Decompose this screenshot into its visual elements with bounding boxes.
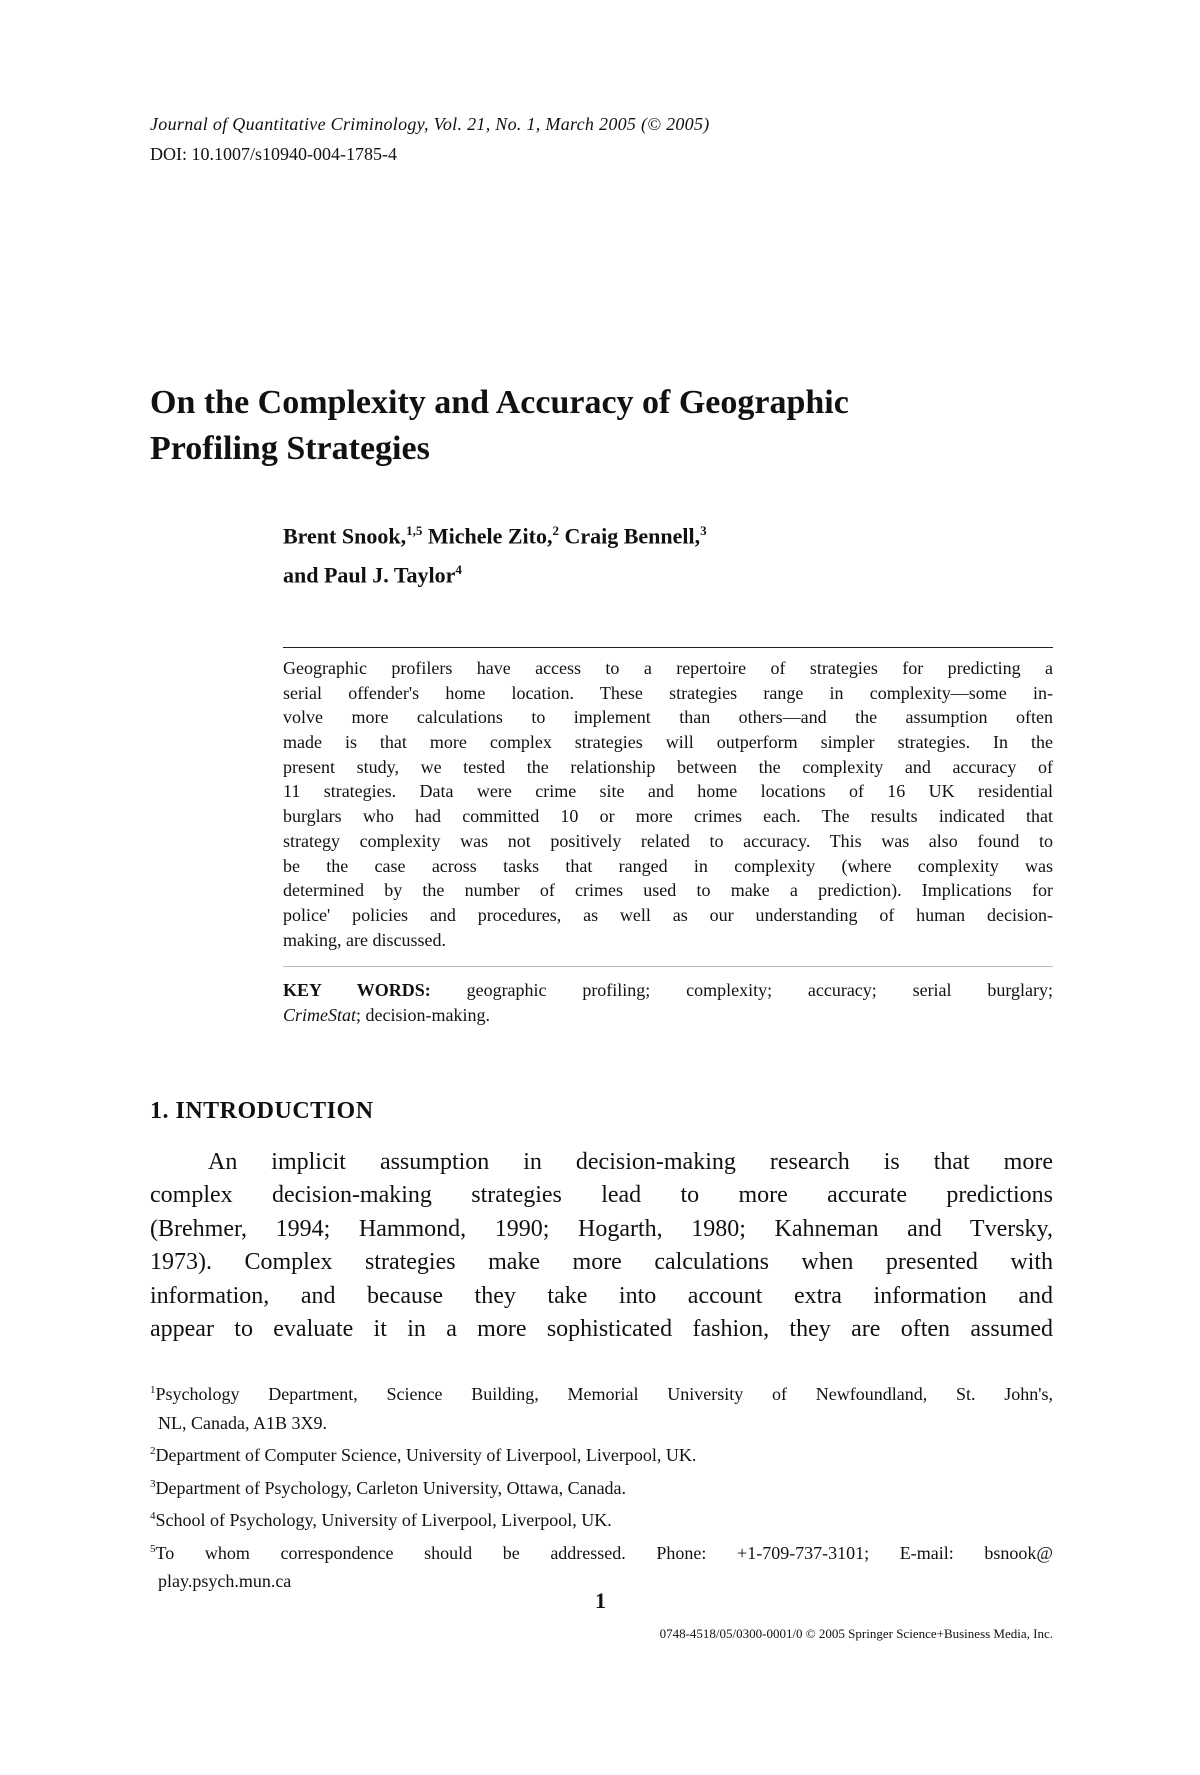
footnote-3-text: Department of Psychology, Carleton University, Ottawa, Canada.: [155, 1477, 627, 1498]
footnote-5-line-2: play.psych.mun.ca: [158, 1571, 292, 1591]
author-bennell-affil: 3: [700, 523, 707, 538]
author-zito: Michele Zito,: [422, 523, 553, 549]
footnote-3: [150, 1470, 1053, 1503]
footnote-4: [150, 1502, 1053, 1535]
copyright-line: 0748-4518/05/0300-0001/0 © 2005 Springer Science+Business Media, Inc.: [659, 1626, 1053, 1641]
abstract-line: be the case across tasks that ranged in complexity (where complexity was: [283, 855, 1053, 876]
abstract-line: strategy complexity was not positively related to accuracy. This was also found to: [283, 830, 1053, 851]
abstract-line: made is that more complex strategies will outperform simpler strategies. In the: [283, 732, 1053, 753]
abstract-line: Geographic profilers have access to a repertoire of strategies for predicting a: [283, 658, 1053, 678]
doi: DOI: 10.1007/s10940-004-1785-4: [150, 144, 397, 164]
author-list: [283, 514, 707, 593]
footnote-1-text: Psychology Department, Science Building, Memorial University of Newfoundland, St. John's,: [155, 1384, 1053, 1404]
author-snook: Brent Snook,: [283, 523, 407, 549]
body-line: 1973). Complex strategies make more calculations when presented with: [150, 1249, 1053, 1276]
author-zito-affil: 2: [552, 523, 559, 538]
footnote-1: [150, 1376, 1053, 1437]
footnotes: [150, 1376, 1053, 1596]
footnote-2: [150, 1437, 1053, 1470]
abstract-line: police' policies and procedures, as well as our understanding of human decision-: [283, 904, 1053, 925]
abstract-line: present study, we tested the relationship between the complexity and accuracy of: [283, 756, 1053, 777]
abstract-line: determined by the number of crimes used to make a prediction). Implications for: [283, 880, 1053, 901]
footnote-3-line: [150, 1470, 1053, 1503]
footnote-3-num: 3: [150, 1477, 156, 1490]
footnote-5-num: 5: [150, 1542, 156, 1555]
author-bennell: Craig Bennell,: [558, 523, 701, 549]
footnote-1-line-2: NL, Canada, A1B 3X9.: [158, 1412, 327, 1433]
keywords-line-2: [283, 1003, 1053, 1028]
title-line-2: Profiling Strategies: [150, 430, 430, 467]
keyword-crimestat: CrimeStat: [283, 1005, 357, 1025]
keywords-text-2: ; decision-making.: [356, 1005, 490, 1025]
title-line-1: On the Complexity and Accuracy of Geographic: [150, 384, 849, 421]
paper-title: [150, 380, 1050, 472]
page-number: 1: [595, 1588, 606, 1613]
keywords-rule: [283, 966, 1053, 967]
author-taylor: and Paul J. Taylor: [283, 562, 456, 588]
footnote-2-line: [150, 1437, 1053, 1470]
keywords-text-1: geographic profiling; complexity; accuracy; serial burglary;: [430, 980, 1053, 1000]
abstract-line: burglars who had committed 10 or more crimes each. The results indicated that: [283, 806, 1053, 827]
footnote-5-line-1: [150, 1535, 1053, 1568]
body-line: (Brehmer, 1994; Hammond, 1990; Hogarth, 1980; Kahneman and Tversky,: [150, 1215, 1053, 1242]
author-taylor-affil: 4: [455, 562, 462, 578]
author-snook-affil: 1,5: [406, 523, 423, 538]
abstract: [283, 656, 1053, 952]
body-line: appear to evaluate it in a more sophisticated fashion, they are often assumed: [150, 1315, 1053, 1342]
section-heading: 1. INTRODUCTION: [150, 1098, 374, 1124]
footnote-1-num: 1: [150, 1384, 156, 1396]
footnote-1-line-1: [150, 1376, 1053, 1409]
footnote-2-num: 2: [150, 1445, 156, 1457]
footnote-5: [150, 1535, 1053, 1596]
footnote-4-num: 4: [150, 1510, 156, 1522]
abstract-line: 11 strategies. Data were crime site and home locations of 16 UK residential: [283, 781, 1053, 802]
footnote-2-text: Department of Computer Science, University of Liverpool, Liverpool, UK.: [155, 1445, 697, 1465]
footnote-4-text: School of Psychology, University of Liverpool, Liverpool, UK.: [155, 1510, 612, 1530]
abstract-line: making, are discussed.: [283, 929, 446, 950]
abstract-line: volve more calculations to implement than others—and the assumption often: [283, 707, 1053, 728]
journal-citation: Journal of Quantitative Criminology, Vol. 21, No. 1, March 2005 (© 2005): [150, 114, 710, 134]
author-line-1: [283, 514, 707, 553]
keywords: [283, 978, 1053, 1028]
body-line: complex decision-making strategies lead to more accurate predictions: [150, 1182, 1053, 1209]
body-line: An implicit assumption in decision-making research is that more: [208, 1149, 1053, 1175]
footnote-4-line: [150, 1502, 1053, 1535]
author-line-2: [283, 553, 707, 592]
keywords-label: KEY WORDS:: [283, 980, 431, 1000]
abstract-line: serial offender's home location. These strategies range in complexity—some in-: [283, 682, 1053, 703]
footnote-5-text: To whom correspondence should be addressed. Phone: +1-709-737-3101; E-mail: bsnook@: [155, 1542, 1053, 1563]
keywords-line-1: [283, 978, 1053, 1003]
body-text: [150, 1146, 1053, 1346]
body-line: information, and because they take into account extra information and: [150, 1282, 1053, 1309]
abstract-top-rule: [283, 647, 1053, 648]
